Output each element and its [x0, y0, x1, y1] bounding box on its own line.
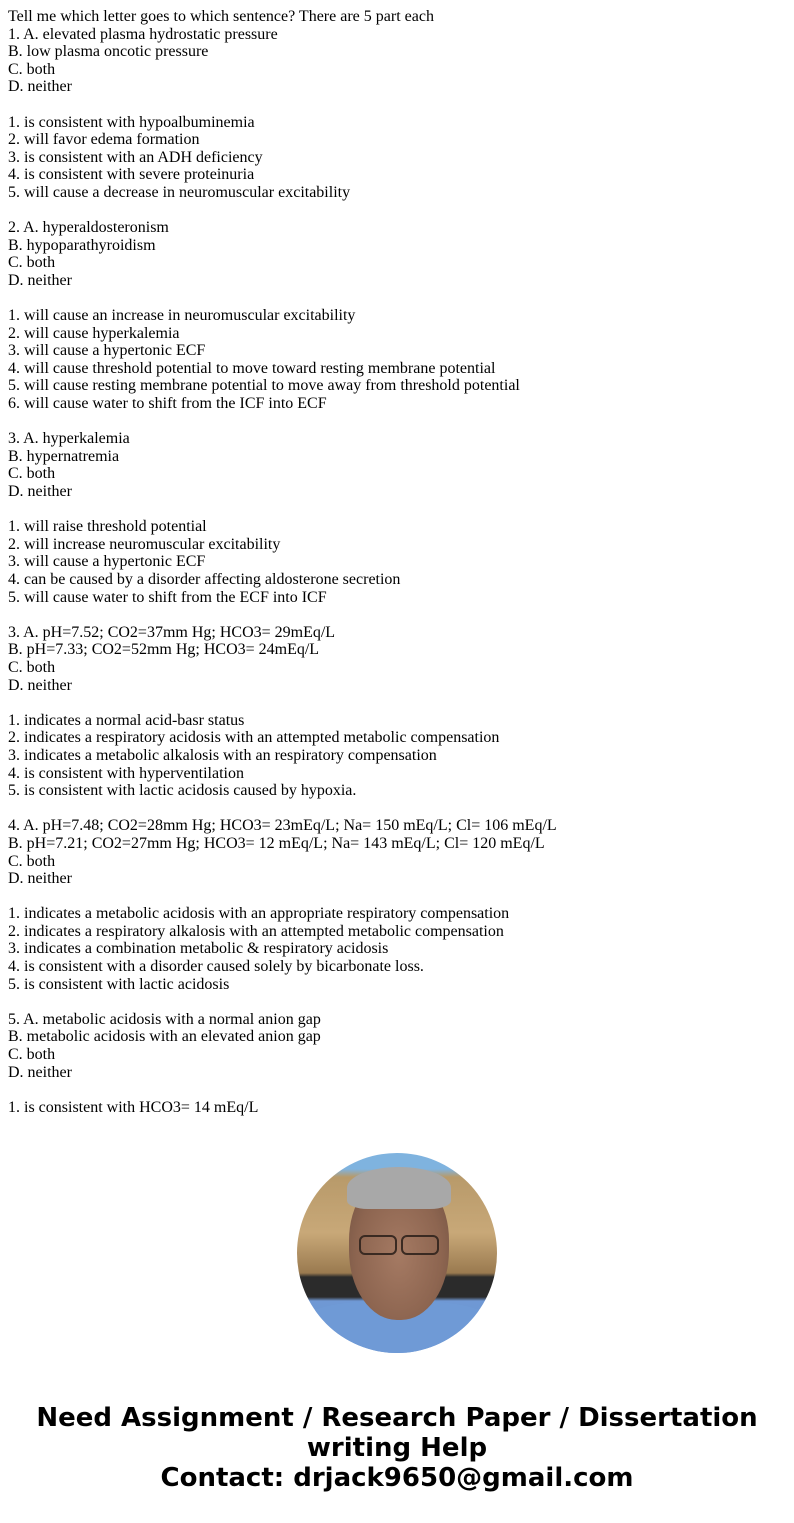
question-line: D. neither	[8, 676, 72, 694]
question-line: 1. indicates a metabolic acidosis with an appropriate respiratory compensation	[8, 905, 510, 923]
question-line: 5. is consistent with lactic acidosis caused by hypoxia.	[8, 782, 357, 800]
question-line: 2. will increase neuromuscular excitability	[8, 535, 281, 553]
question-line: D. neither	[8, 271, 72, 289]
question-line: D. neither	[8, 78, 72, 96]
question-line: 3. A. hyperkalemia	[8, 430, 130, 448]
question-line: B. hypoparathyroidism	[8, 236, 156, 254]
blank-line	[8, 800, 788, 818]
question-line: 5. will cause water to shift from the ECF into ICF	[8, 588, 327, 606]
question-line: 5. is consistent with lactic acidosis	[8, 975, 230, 993]
question-line: 2. indicates a respiratory acidosis with an attempted metabolic compensation	[8, 729, 500, 747]
blank-line	[8, 888, 788, 906]
question-line: C. both	[8, 60, 56, 78]
question-line: 2. indicates a respiratory alkalosis with an attempted metabolic compensation	[8, 922, 504, 940]
blank-line	[8, 501, 788, 519]
question-line: B. metabolic acidosis with an elevated anion gap	[8, 1028, 321, 1046]
question-line: 5. will cause a decrease in neuromuscular excitability	[8, 183, 351, 201]
question-line: 4. is consistent with severe proteinuria	[8, 166, 255, 184]
blank-line	[8, 96, 788, 114]
photo-glasses	[359, 1235, 439, 1253]
question-line: 1. is consistent with HCO3= 14 mEq/L	[8, 1098, 259, 1116]
question-line: 1. A. elevated plasma hydrostatic pressure	[8, 25, 278, 43]
question-line: C. both	[8, 852, 56, 870]
question-line: C. both	[8, 465, 56, 483]
question-line: B. pH=7.21; CO2=27mm Hg; HCO3= 12 mEq/L; Na= 143 mEq/L; Cl= 120 mEq/L	[8, 834, 545, 852]
question-text	[8, 8, 788, 1120]
profile-photo	[297, 1153, 497, 1353]
question-line: 1. indicates a normal acid-basr status	[8, 711, 245, 729]
question-line: 4. can be caused by a disorder affecting aldosterone secretion	[8, 571, 401, 588]
photo-hair	[347, 1167, 451, 1209]
question-line: 4. is consistent with a disorder caused solely by bicarbonate loss.	[8, 958, 424, 976]
question-line: B. pH=7.33; CO2=52mm Hg; HCO3= 24mEq/L	[8, 641, 320, 659]
question-line: 4. is consistent with hyperventilation	[8, 764, 244, 782]
question-line: C. both	[8, 658, 56, 676]
blank-line	[8, 694, 788, 712]
question-line: 1. is consistent with hypoalbuminemia	[8, 113, 255, 131]
question-line: 3. is consistent with an ADH deficiency	[8, 148, 263, 166]
question-line: B. low plasma oncotic pressure	[8, 43, 209, 61]
blank-line	[8, 290, 788, 308]
contact-email-text: Contact: drjack9650@gmail.com	[160, 1463, 634, 1493]
question-line: D. neither	[8, 483, 72, 501]
question-line: C. both	[8, 254, 56, 272]
question-line: 3. indicates a combination metabolic & respiratory acidosis	[8, 940, 389, 958]
question-line: 4. will cause threshold potential to move toward resting membrane potential	[8, 359, 496, 377]
blank-line	[8, 993, 788, 1011]
blank-line	[8, 1081, 788, 1099]
question-line: 3. indicates a metabolic alkalosis with an respiratory compensation	[8, 746, 437, 764]
question-line: 5. A. metabolic acidosis with a normal anion gap	[8, 1010, 321, 1028]
contact-banner	[0, 1403, 794, 1493]
question-line: 2. will favor edema formation	[8, 131, 200, 149]
question-line: B. hypernatremia	[8, 447, 120, 465]
question-line: 6. will cause water to shift from the ICF into ECF	[8, 395, 327, 413]
question-line: 2. A. hyperaldosteronism	[8, 219, 169, 237]
blank-line	[8, 202, 788, 220]
question-line: 3. will cause a hypertonic ECF	[8, 342, 206, 360]
question-line: 4. A. pH=7.48; CO2=28mm Hg; HCO3= 23mEq/L; Na= 150 mEq/L; Cl= 106 mEq/L	[8, 817, 557, 835]
question-line: D. neither	[8, 870, 72, 888]
question-line: 3. A. pH=7.52; CO2=37mm Hg; HCO3= 29mEq/L	[8, 623, 336, 641]
blank-line	[8, 606, 788, 624]
help-banner-text: Need Assignment / Research Paper / Dissertation writing Help	[36, 1403, 758, 1463]
blank-line	[8, 413, 788, 431]
question-line: 3. will cause a hypertonic ECF	[8, 553, 206, 571]
question-line: 2. will cause hyperkalemia	[8, 324, 180, 342]
question-line: C. both	[8, 1046, 56, 1064]
question-line: 1. will raise threshold potential	[8, 518, 207, 536]
question-line: 5. will cause resting membrane potential to move away from threshold potential	[8, 377, 520, 395]
question-line: Tell me which letter goes to which sentence? There are 5 part each	[8, 8, 434, 25]
question-line: 1. will cause an increase in neuromuscular excitability	[8, 307, 356, 325]
question-line: D. neither	[8, 1063, 72, 1081]
